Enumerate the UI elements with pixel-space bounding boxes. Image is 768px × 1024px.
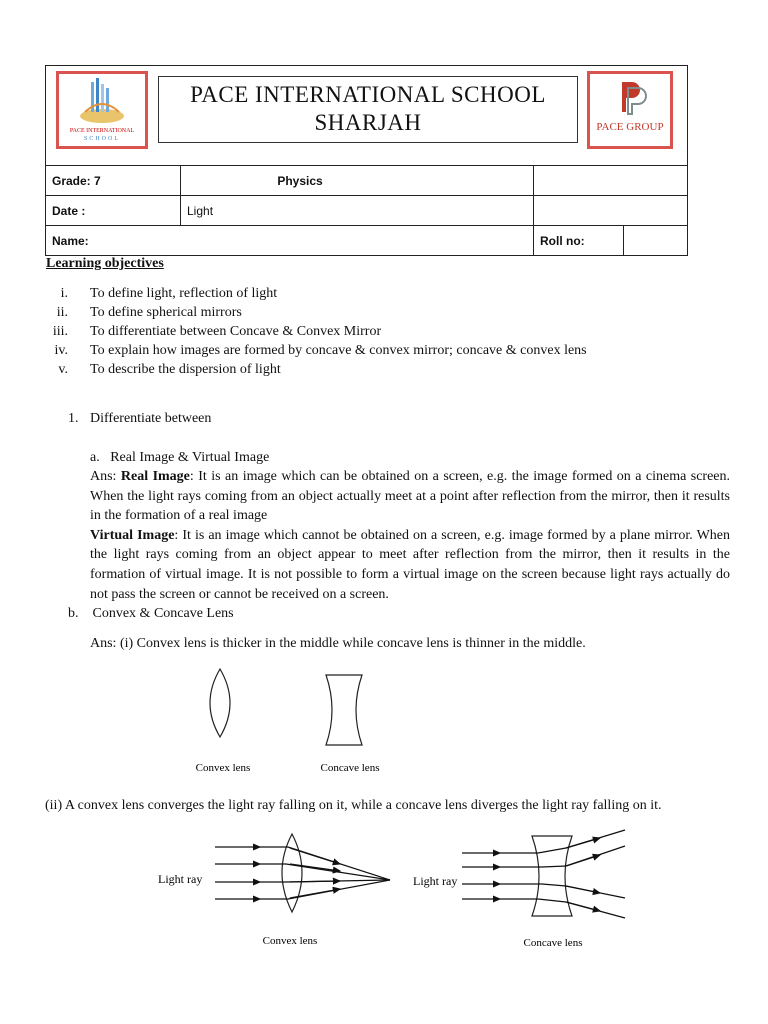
lens-shapes-figure bbox=[180, 665, 410, 780]
objective-text: To describe the dispersion of light bbox=[90, 362, 281, 377]
virtual-image-text: : It is an image which cannot be obtained on a screen, e.g. image formed by a plane mirror. When the light rays coming from an object appear to meet after reflection from the mirror, then it results in the formation of virtual image. It is not possible to form a virtual image on the screen because light rays actually do not pass the screen or cannot be received on a screen. bbox=[90, 527, 730, 602]
school-logo-graphic bbox=[59, 74, 145, 146]
objectives-list bbox=[30, 284, 587, 379]
list-item bbox=[30, 341, 587, 360]
name-field[interactable]: Name: bbox=[46, 226, 534, 256]
group-logo-graphic bbox=[590, 74, 670, 146]
roll-no-field[interactable] bbox=[624, 226, 688, 256]
school-title bbox=[158, 76, 578, 143]
subject-cell: Physics bbox=[181, 166, 534, 196]
right-logo-text: PACE GROUP bbox=[596, 121, 664, 133]
grade-cell: Grade: 7 bbox=[46, 166, 181, 196]
objective-number: v. bbox=[58, 362, 68, 377]
list-item bbox=[30, 284, 587, 303]
part-a-answer bbox=[90, 467, 730, 604]
list-item bbox=[30, 303, 587, 322]
objective-number: iv. bbox=[54, 343, 68, 358]
convex-lens-shape bbox=[210, 669, 230, 737]
list-item bbox=[30, 360, 587, 379]
real-image-paragraph bbox=[90, 467, 730, 526]
left-logo-line2: SCHOOL bbox=[83, 136, 121, 142]
fig1-concave-caption: Concave lens bbox=[320, 762, 380, 774]
convex-lens-shape-2 bbox=[282, 834, 302, 912]
school-name-line2: SHARJAH bbox=[314, 110, 422, 135]
school-name-line1: PACE INTERNATIONAL SCHOOL bbox=[190, 82, 546, 107]
part-b-title bbox=[68, 604, 234, 624]
topic-cell: Light bbox=[181, 196, 534, 226]
objective-text: To differentiate between Concave & Convex Mirror bbox=[90, 324, 382, 339]
part-b-answer-i: Ans: (i) Convex lens is thicker in the middle while concave lens is thinner in the middle. bbox=[90, 636, 586, 651]
objective-number: iii. bbox=[52, 324, 68, 339]
header-frame-right bbox=[687, 65, 688, 165]
group-logo bbox=[587, 71, 673, 149]
left-logo-line1: PACE INTERNATIONAL bbox=[69, 128, 135, 134]
concave-lens-shape bbox=[326, 675, 362, 745]
fig2-light-ray-right: Light ray bbox=[413, 874, 458, 888]
objective-number: i. bbox=[60, 286, 68, 301]
part-b-answer-ii: (ii) A convex lens converges the light ray falling on it, while a concave lens diverges the light ray falling on it. bbox=[45, 798, 662, 813]
roll-label-cell: Roll no: bbox=[534, 226, 624, 256]
ans-prefix: Ans: bbox=[90, 469, 121, 484]
table-row bbox=[46, 196, 688, 226]
question-text: Differentiate between bbox=[90, 411, 212, 426]
real-image-text: : It is an image which can be obtained on a screen, e.g. the image formed on a cinema screen. When the light rays coming from an object actually meet at a point after reflection from the mirror, then it results in the formation of a real image bbox=[90, 469, 730, 524]
table-row bbox=[46, 166, 688, 196]
part-a-label: a. bbox=[90, 450, 100, 465]
objectives-heading: Learning objectives bbox=[46, 256, 164, 271]
info-table bbox=[45, 165, 688, 256]
fig1-convex-caption: Convex lens bbox=[195, 762, 251, 774]
question-number: 1. bbox=[68, 411, 79, 426]
blank-cell bbox=[534, 196, 688, 226]
objective-text: To define light, reflection of light bbox=[90, 286, 278, 301]
part-b-label: b. bbox=[68, 606, 79, 621]
objective-text: To define spherical mirrors bbox=[90, 305, 242, 320]
ray-diagram-figure bbox=[150, 820, 640, 960]
list-item bbox=[30, 322, 587, 341]
concave-ray-diagram bbox=[413, 830, 625, 949]
virtual-image-paragraph bbox=[90, 526, 730, 604]
fig2-convex-caption: Convex lens bbox=[262, 935, 318, 947]
header-frame-top bbox=[45, 65, 688, 66]
part-b-title-text: Convex & Concave Lens bbox=[92, 606, 234, 621]
header-frame-left bbox=[45, 65, 46, 165]
objective-number: ii. bbox=[56, 305, 68, 320]
objective-text: To explain how images are formed by concave & convex mirror; concave & convex lens bbox=[90, 343, 587, 358]
table-row bbox=[46, 226, 688, 256]
real-image-term: Real Image bbox=[120, 469, 190, 484]
fig2-light-ray-left: Light ray bbox=[158, 872, 203, 886]
virtual-image-term: Virtual Image bbox=[90, 527, 175, 543]
fig2-concave-caption: Concave lens bbox=[523, 937, 583, 949]
date-cell: Date : bbox=[46, 196, 181, 226]
blank-cell bbox=[534, 166, 688, 196]
convex-ray-diagram bbox=[158, 834, 390, 947]
part-a-title bbox=[90, 448, 269, 468]
part-a-title-text: Real Image & Virtual Image bbox=[110, 450, 270, 465]
school-logo bbox=[56, 71, 148, 149]
